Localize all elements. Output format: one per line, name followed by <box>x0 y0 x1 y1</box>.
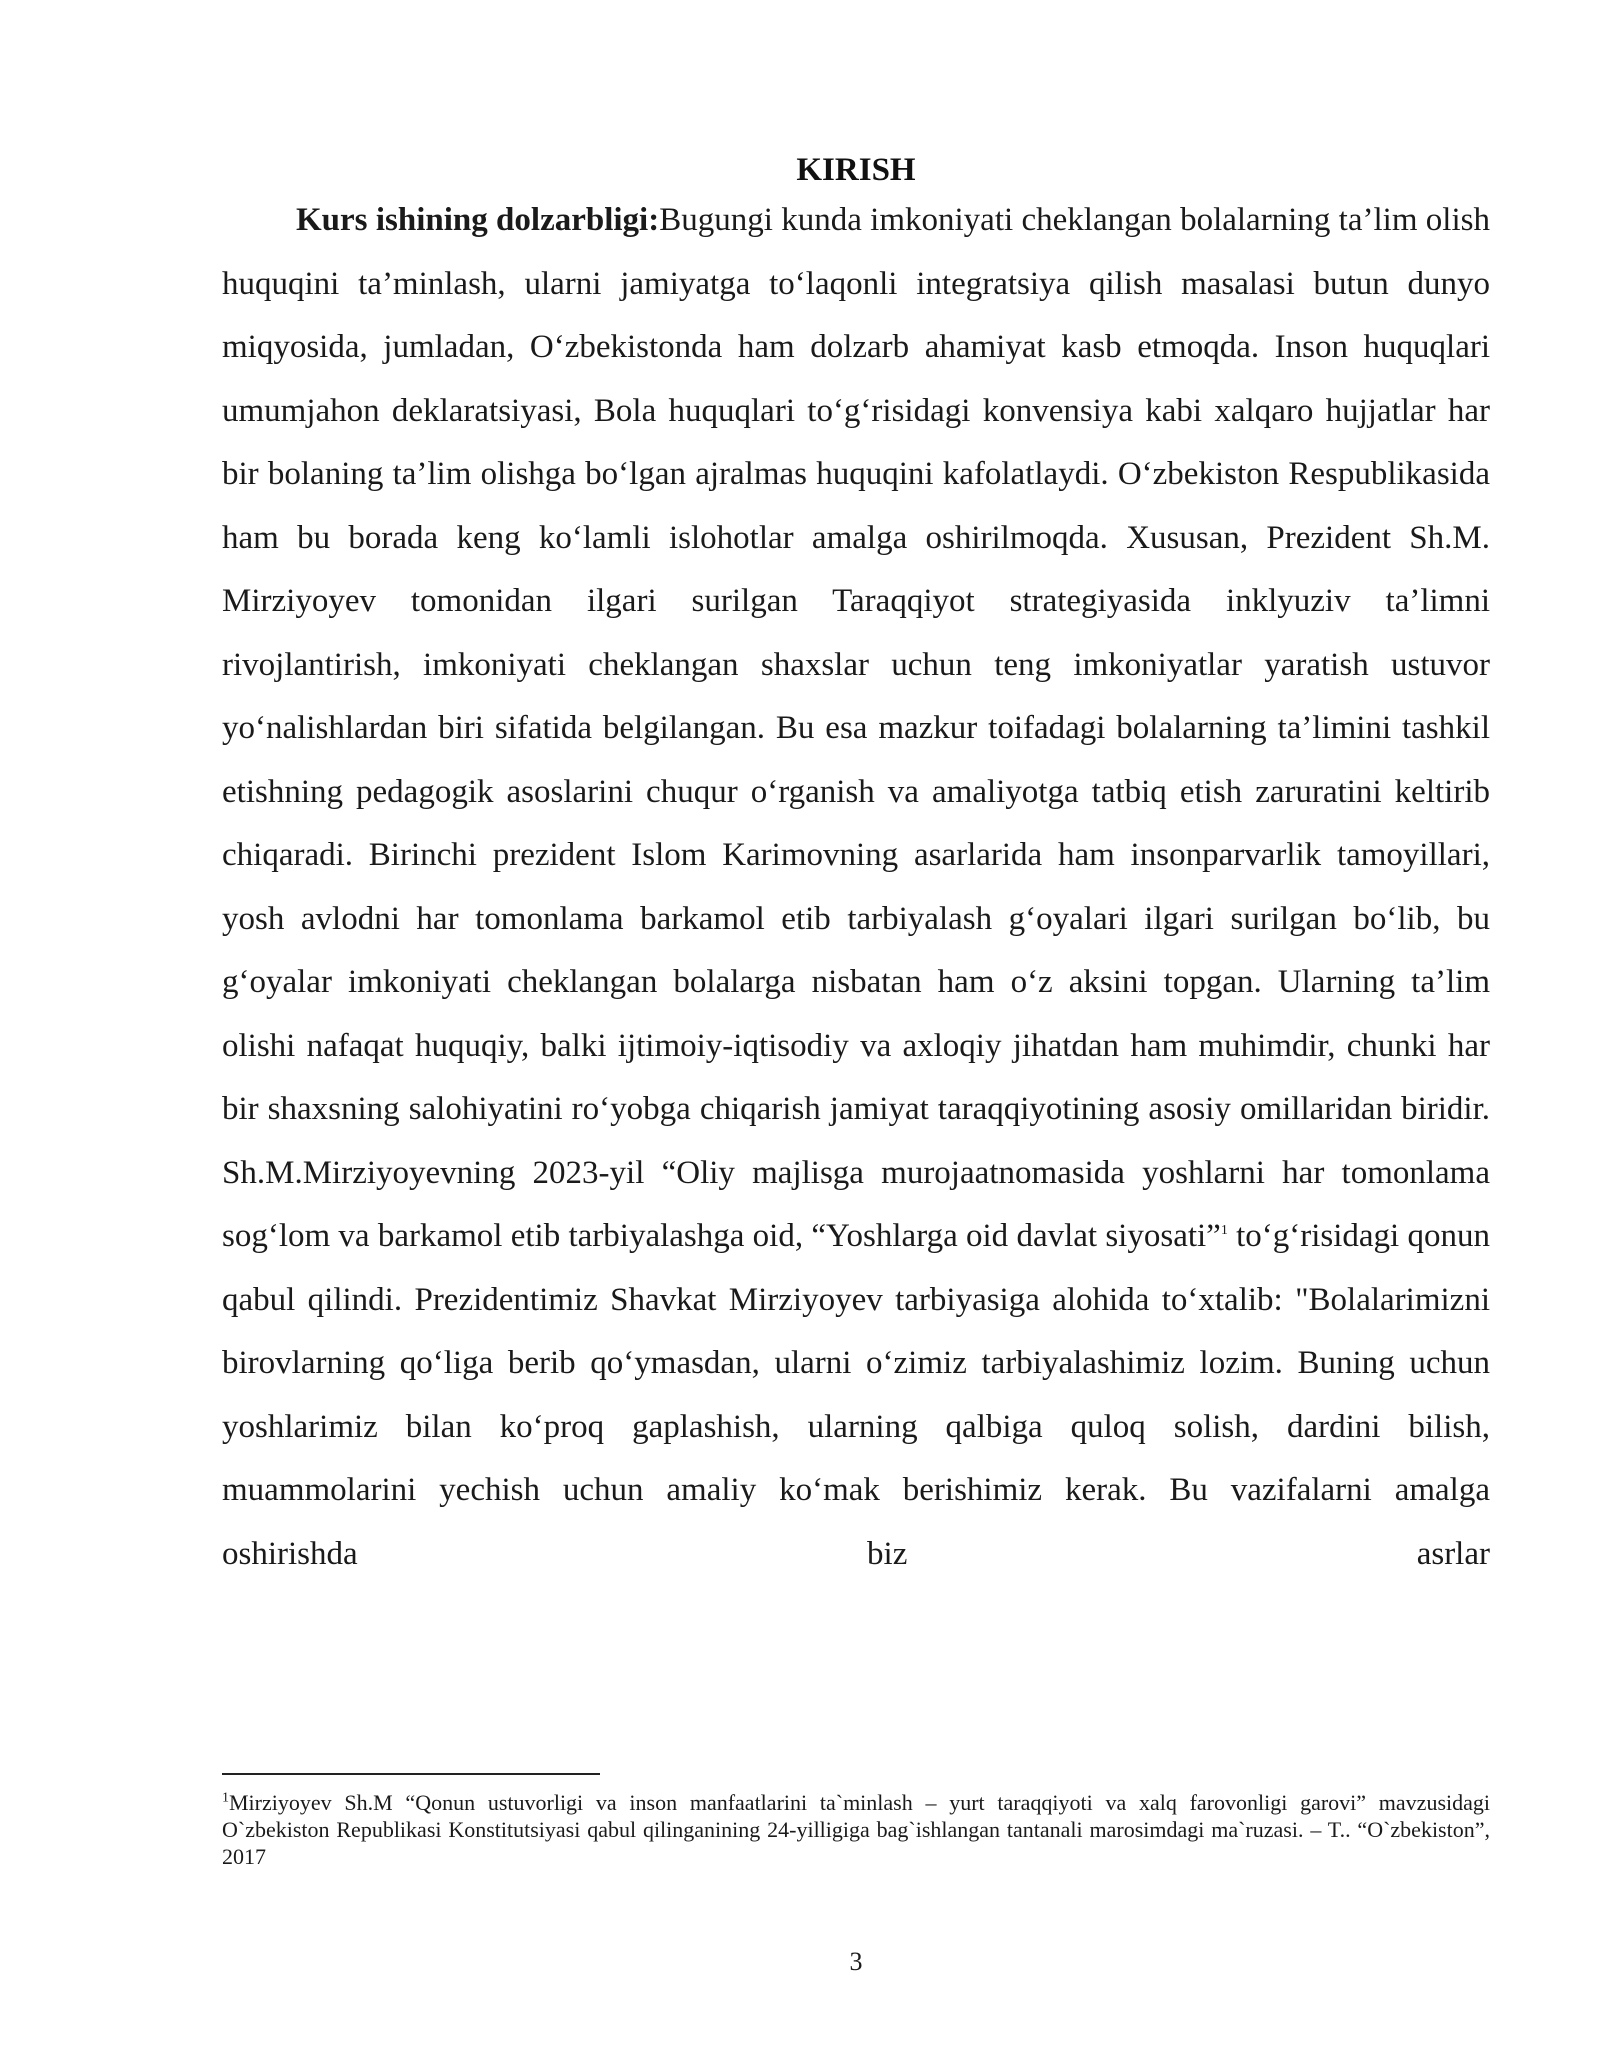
lead-label: Kurs ishining dolzarbligi: <box>296 202 660 238</box>
footnote <box>222 1789 1490 1870</box>
body-paragraph <box>222 189 1490 1586</box>
footnote-separator <box>222 1773 600 1775</box>
paragraph-text-part-2: to‘g‘risidagi qonun qabul qilindi. Prezidentimiz Shavkat Mirziyoyev tarbiyasiga alohida to‘xtalib: "Bolalarimizni birovlarning qo‘liga berib qo‘ymasdan, ularni o‘zimiz tarbiyalashimiz lozim. Buning uchun yoshlarimiz bilan ko‘proq gaplashish, ularning qalbiga quloq solish, dardini bilish, muammolarini yechish uchun amaliy ko‘mak berishimiz kerak. Bu vazifalarni amalga oshirishda biz asrlar <box>222 1218 1490 1572</box>
footnote-text: Mirziyoyev Sh.M “Qonun ustuvorligi va inson manfaatlarini ta`minlash – yurt taraqqiyoti va xalq farovonligi garovi” mavzusidagi O`zbekiston Republikasi Konstitutsiyasi qabul qilinganining 24-yilligiga bag`ishlangan tantanali marosimdagi ma`ruzasi. – T.. “O`zbekiston”, 2017 <box>222 1790 1490 1869</box>
page-number: 3 <box>849 1947 863 1976</box>
footnote-number: 1 <box>222 1790 229 1806</box>
paragraph-text-part-1: Bugungi kunda imkoniyati cheklangan bolalarning ta’lim olish huquqini ta’minlash, ularni jamiyatga to‘laqonli integratsiya qilish masalasi butun dunyo miqyosida, jumladan, O‘zbekistonda ham dolzarb ahamiyat kasb etmoqda. Inson huquqlari umumjahon deklaratsiyasi, Bola huquqlari to‘g‘risidagi konvensiya kabi xalqaro hujjatlar har bir bolaning ta’lim olishga bo‘lgan ajralmas huquqini kafolatlaydi. O‘zbekiston Respublikasida ham bu borada keng ko‘lamli islohotlar amalga oshirilmoqda. Xususan, Prezident Sh.M. Mirziyoyev tomonidan ilgari surilgan Taraqqiyot strategiyasida inklyuziv ta’limni rivojlantirish, imkoniyati cheklangan shaxslar uchun teng imkoniyatlar yaratish ustuvor yo‘nalishlardan biri sifatida belgilangan. Bu esa mazkur toifadagi bolalarning ta’limini tashkil etishning pedagogik asoslarini chuqur o‘rganish va amaliyotga tatbiq etish zaruratini keltirib chiqaradi. Birinchi prezident Islom Karimovning asarlarida ham insonparvarlik tamoyillari, yosh avlodni har tomonlama barkamol etib tarbiyalash g‘oyalari ilgari surilgan bo‘lib, bu g‘oyalar imkoniyati cheklangan bolalarga nisbatan ham o‘z aksini topgan. Ularning ta’lim olishi nafaqat huquqiy, balki ijtimoiy-iqtisodiy va axloqiy jihatdan ham muhimdir, chunki har bir shaxsning salohiyatini ro‘yobga chiqarish jamiyat taraqqiyotining asosiy omillaridan biridir. Sh.M.Mirziyoyevning 2023-yil “Oliy majlisga murojaatnomasida yoshlarni har tomonlama sog‘lom va barkamol etib tarbiyalashga oid, “Yoshlarga oid davlat siyosati” <box>222 202 1490 1254</box>
footnote-reference[interactable]: 1 <box>1220 1223 1228 1238</box>
section-heading: KIRISH <box>796 152 916 188</box>
